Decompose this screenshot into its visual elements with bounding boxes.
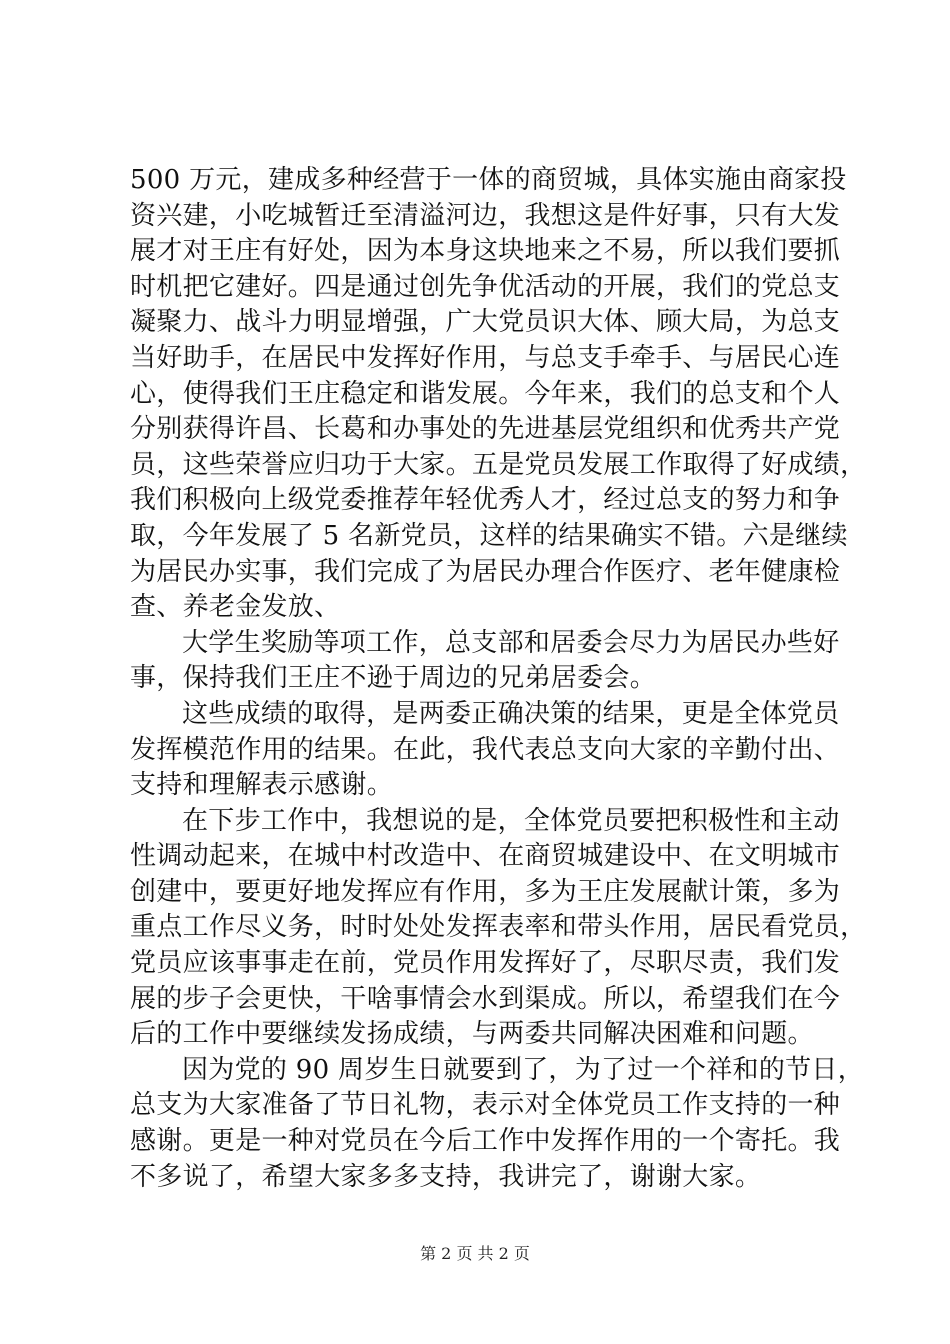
text-line: 重点工作尽义务，时时处处发挥表率和带头作用，居民看党员， — [130, 912, 867, 943]
text-line: 总支为大家准备了节日礼物，表示对全体党员工作支持的一种 — [130, 1090, 841, 1121]
text-line: 创建中，要更好地发挥应有作用，多为王庄发展献计策，多为 — [130, 876, 841, 907]
text-line: 感谢。更是一种对党员在今后工作中发挥作用的一个寄托。我 — [130, 1126, 841, 1157]
text-line: 党员应该事事走在前，党员作用发挥好了，尽职尽责，我们发 — [130, 948, 841, 979]
text-line: 为居民办实事，我们完成了为居民办理合作医疗、老年健康检 — [130, 556, 841, 587]
page-footer: 第 2 页 共 2 页 — [420, 1244, 530, 1263]
paragraph-first-line: 大学生奖励等项工作，总支部和居委会尽力为居民办些好 — [182, 627, 840, 658]
paragraph-first-line: 这些成绩的取得，是两委正确决策的结果，更是全体党员 — [182, 698, 840, 729]
text-line: 500 万元，建成多种经营于一体的商贸城，具体实施由商家投 — [130, 165, 847, 195]
text-line: 性调动起来，在城中村改造中、在商贸城建设中、在文明城市 — [130, 841, 841, 872]
text-line: 时机把它建好。四是通过创先争优活动的开展，我们的党总支 — [130, 271, 841, 302]
text-line: 后的工作中要继续发扬成绩，与两委共同解决困难和问题。 — [130, 1019, 814, 1050]
text-line: 展的步子会更快，干啥事情会水到渠成。所以，希望我们在今 — [130, 983, 841, 1014]
text-line: 发挥模范作用的结果。在此，我代表总支向大家的辛勤付出、 — [130, 734, 841, 765]
text-line: 取，今年发展了 5 名新党员，这样的结果确实不错。六是继续 — [130, 520, 848, 551]
text-line: 凝聚力、战斗力明显增强，广大党员识大体、顾大局，为总支 — [130, 307, 841, 338]
text-line: 展才对王庄有好处，因为本身这块地来之不易，所以我们要抓 — [130, 236, 841, 267]
paragraph-first-line: 因为党的 90 周岁生日就要到了，为了过一个祥和的节日， — [182, 1054, 865, 1085]
text-line: 员，这些荣誉应归功于大家。五是党员发展工作取得了好成绩， — [130, 449, 867, 480]
text-line: 我们积极向上级党委推荐年轻优秀人才，经过总支的努力和争 — [130, 485, 841, 516]
text-line: 心，使得我们王庄稳定和谐发展。今年来，我们的总支和个人 — [130, 378, 841, 409]
text-line: 资兴建，小吃城暂迁至清溢河边，我想这是件好事，只有大发 — [130, 200, 841, 231]
text-line: 支持和理解表示感谢。 — [130, 770, 394, 801]
text-line: 不多说了，希望大家多多支持，我讲完了，谢谢大家。 — [130, 1161, 762, 1192]
body-text — [130, 163, 867, 1195]
text-line: 查、养老金发放、 — [130, 592, 341, 623]
text-line: 分别获得许昌、长葛和办事处的先进基层党组织和优秀共产党 — [130, 414, 841, 445]
text-line: 当好助手，在居民中发挥好作用，与总支手牵手、与居民心连 — [130, 342, 841, 373]
paragraph-first-line: 在下步工作中，我想说的是，全体党员要把积极性和主动 — [182, 805, 840, 836]
text-line: 事，保持我们王庄不逊于周边的兄弟居委会。 — [130, 663, 657, 694]
